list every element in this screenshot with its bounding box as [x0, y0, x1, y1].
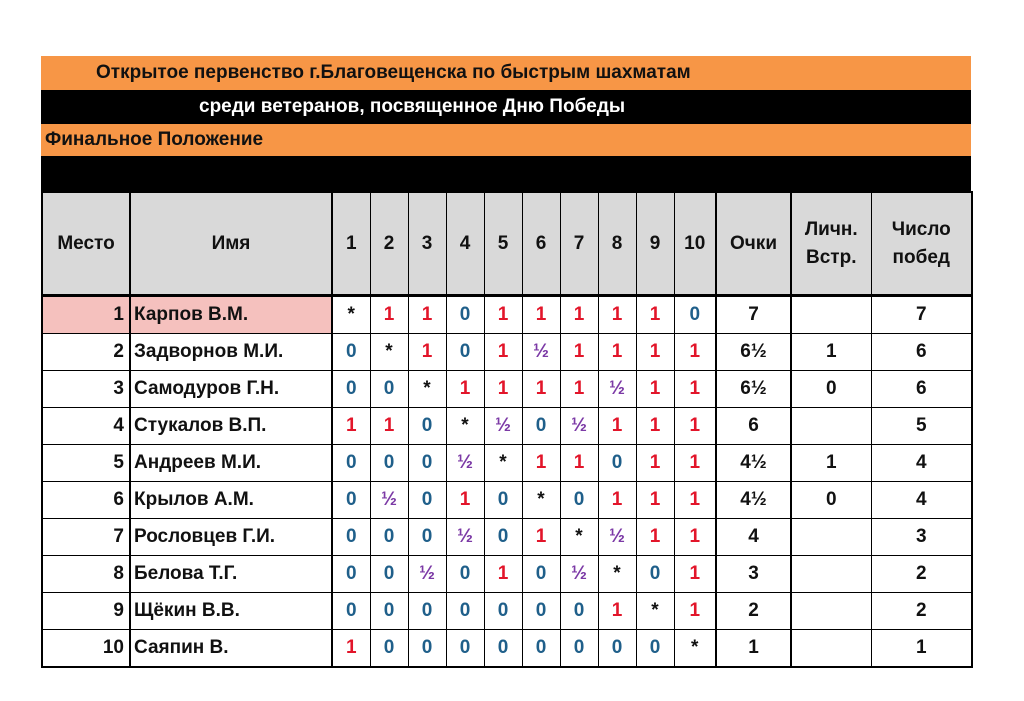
wins-cell: 6: [871, 334, 972, 371]
result-cell: ½: [560, 556, 598, 593]
result-cell: 0: [408, 630, 446, 668]
points-cell: 2: [716, 593, 791, 630]
place-cell: 9: [42, 593, 130, 630]
standings-body: [42, 296, 972, 668]
player-name-cell: Крылов А.М.: [130, 482, 332, 519]
result-cell: 0: [446, 630, 484, 668]
result-cell: 0: [560, 593, 598, 630]
result-cell: 0: [408, 408, 446, 445]
result-cell: 1: [370, 408, 408, 445]
result-cell: ½: [560, 408, 598, 445]
wins-cell: 7: [871, 296, 972, 334]
result-cell: 1: [598, 334, 636, 371]
place-cell: 1: [42, 296, 130, 334]
wins-cell: 1: [871, 630, 972, 668]
result-cell: ½: [446, 445, 484, 482]
header-round: 9: [636, 192, 674, 296]
wins-cell: 6: [871, 371, 972, 408]
result-cell: 0: [522, 593, 560, 630]
result-cell: 1: [408, 296, 446, 334]
place-cell: 7: [42, 519, 130, 556]
personal-cell: [791, 593, 871, 630]
header-round: 8: [598, 192, 636, 296]
result-cell: 1: [636, 334, 674, 371]
personal-cell: 1: [791, 334, 871, 371]
result-cell: 1: [332, 408, 370, 445]
result-cell: 1: [446, 482, 484, 519]
title-band: [41, 56, 971, 90]
result-cell: 0: [370, 556, 408, 593]
player-name-cell: Белова Т.Г.: [130, 556, 332, 593]
table-row: [42, 371, 972, 408]
result-cell: *: [370, 334, 408, 371]
result-cell: 1: [598, 408, 636, 445]
result-cell: *: [522, 482, 560, 519]
player-name-cell: Рословцев Г.И.: [130, 519, 332, 556]
table-row: [42, 519, 972, 556]
wins-cell: 4: [871, 482, 972, 519]
result-cell: 1: [674, 371, 716, 408]
points-cell: 4½: [716, 445, 791, 482]
result-cell: 0: [408, 445, 446, 482]
result-cell: 1: [598, 296, 636, 334]
result-cell: ½: [370, 482, 408, 519]
result-cell: 0: [446, 556, 484, 593]
result-cell: 0: [370, 630, 408, 668]
result-cell: *: [674, 630, 716, 668]
table-row: [42, 630, 972, 668]
header-personal: Личн. Встр.: [791, 192, 871, 296]
place-cell: 10: [42, 630, 130, 668]
result-cell: 1: [674, 334, 716, 371]
header-round: 10: [674, 192, 716, 296]
points-cell: 4½: [716, 482, 791, 519]
points-cell: 7: [716, 296, 791, 334]
result-cell: 0: [484, 630, 522, 668]
result-cell: 0: [370, 371, 408, 408]
tournament-title: Открытое первенство г.Благовещенска по быстрым шахматам: [96, 62, 691, 83]
result-cell: 1: [332, 630, 370, 668]
result-cell: 1: [484, 556, 522, 593]
result-cell: 0: [598, 445, 636, 482]
result-cell: *: [446, 408, 484, 445]
table-row: [42, 556, 972, 593]
result-cell: 0: [674, 296, 716, 334]
result-cell: 1: [636, 482, 674, 519]
result-cell: ½: [598, 519, 636, 556]
result-cell: 1: [674, 445, 716, 482]
wins-cell: 3: [871, 519, 972, 556]
result-cell: 0: [560, 482, 598, 519]
player-name-cell: Щёкин В.В.: [130, 593, 332, 630]
result-cell: 1: [522, 519, 560, 556]
place-cell: 2: [42, 334, 130, 371]
result-cell: 1: [674, 408, 716, 445]
header-row: [42, 192, 972, 296]
result-cell: 0: [408, 593, 446, 630]
result-cell: 1: [370, 296, 408, 334]
table-row: [42, 445, 972, 482]
result-cell: 0: [446, 593, 484, 630]
result-cell: 1: [598, 593, 636, 630]
result-cell: 0: [332, 482, 370, 519]
wins-cell: 5: [871, 408, 972, 445]
result-cell: 0: [484, 482, 522, 519]
points-cell: 3: [716, 556, 791, 593]
points-cell: 6½: [716, 334, 791, 371]
result-cell: *: [560, 519, 598, 556]
personal-cell: [791, 630, 871, 668]
crosstable: [41, 191, 973, 668]
table-row: [42, 593, 972, 630]
result-cell: 0: [332, 371, 370, 408]
points-cell: 6½: [716, 371, 791, 408]
place-cell: 6: [42, 482, 130, 519]
result-cell: *: [332, 296, 370, 334]
points-cell: 6: [716, 408, 791, 445]
result-cell: 1: [560, 445, 598, 482]
result-cell: 0: [408, 482, 446, 519]
player-name-cell: Самодуров Г.Н.: [130, 371, 332, 408]
result-cell: 0: [332, 593, 370, 630]
header-round: 3: [408, 192, 446, 296]
result-cell: 0: [484, 593, 522, 630]
result-cell: 1: [522, 296, 560, 334]
personal-cell: 0: [791, 371, 871, 408]
result-cell: 1: [674, 593, 716, 630]
section-title: Финальное Положение: [45, 129, 264, 150]
result-cell: 0: [522, 630, 560, 668]
header-place: Место: [42, 192, 130, 296]
result-cell: 0: [370, 445, 408, 482]
personal-cell: [791, 556, 871, 593]
result-cell: 1: [408, 334, 446, 371]
player-name-cell: Стукалов В.П.: [130, 408, 332, 445]
player-name-cell: Андреев М.И.: [130, 445, 332, 482]
header-wins: Число побед: [871, 192, 972, 296]
place-cell: 5: [42, 445, 130, 482]
place-cell: 3: [42, 371, 130, 408]
player-name-cell: Карпов В.М.: [130, 296, 332, 334]
result-cell: 0: [636, 630, 674, 668]
result-cell: 1: [636, 296, 674, 334]
result-cell: 0: [332, 334, 370, 371]
personal-cell: [791, 408, 871, 445]
result-cell: 1: [560, 296, 598, 334]
header-round: 1: [332, 192, 370, 296]
result-cell: 1: [484, 371, 522, 408]
personal-cell: [791, 519, 871, 556]
result-cell: 0: [446, 334, 484, 371]
result-cell: 0: [408, 519, 446, 556]
result-cell: ½: [484, 408, 522, 445]
result-cell: 1: [598, 482, 636, 519]
result-cell: 0: [332, 556, 370, 593]
result-cell: 0: [636, 556, 674, 593]
result-cell: 1: [484, 334, 522, 371]
header-name: Имя: [130, 192, 332, 296]
wins-cell: 2: [871, 593, 972, 630]
wins-cell: 4: [871, 445, 972, 482]
header-points: Очки: [716, 192, 791, 296]
result-cell: 0: [370, 593, 408, 630]
result-cell: 1: [636, 408, 674, 445]
result-cell: 0: [332, 445, 370, 482]
result-cell: 0: [484, 519, 522, 556]
header-round: 2: [370, 192, 408, 296]
result-cell: 1: [484, 296, 522, 334]
result-cell: *: [408, 371, 446, 408]
header-round: 6: [522, 192, 560, 296]
personal-cell: 1: [791, 445, 871, 482]
result-cell: 1: [636, 445, 674, 482]
result-cell: 0: [522, 556, 560, 593]
empty-black-band: [41, 156, 971, 191]
result-cell: 0: [522, 408, 560, 445]
result-cell: 0: [598, 630, 636, 668]
result-cell: 1: [636, 371, 674, 408]
result-cell: 1: [560, 371, 598, 408]
result-cell: 1: [522, 371, 560, 408]
table-row: [42, 408, 972, 445]
result-cell: 0: [332, 519, 370, 556]
points-cell: 4: [716, 519, 791, 556]
header-round: 5: [484, 192, 522, 296]
wins-cell: 2: [871, 556, 972, 593]
result-cell: ½: [408, 556, 446, 593]
result-cell: 1: [674, 556, 716, 593]
result-cell: 1: [446, 371, 484, 408]
subtitle-band: [41, 90, 971, 124]
table-row: [42, 482, 972, 519]
result-cell: 1: [674, 482, 716, 519]
personal-cell: 0: [791, 482, 871, 519]
points-cell: 1: [716, 630, 791, 668]
result-cell: *: [598, 556, 636, 593]
result-cell: ½: [522, 334, 560, 371]
table-row: [42, 296, 972, 334]
place-cell: 8: [42, 556, 130, 593]
standings-sheet: [41, 56, 971, 668]
personal-cell: [791, 296, 871, 334]
place-cell: 4: [42, 408, 130, 445]
player-name-cell: Саяпин В.: [130, 630, 332, 668]
result-cell: ½: [598, 371, 636, 408]
result-cell: 0: [446, 296, 484, 334]
result-cell: 1: [560, 334, 598, 371]
tournament-subtitle: среди ветеранов, посвященное Дню Победы: [199, 96, 626, 117]
result-cell: 1: [636, 519, 674, 556]
result-cell: *: [484, 445, 522, 482]
section-band: [41, 124, 971, 156]
player-name-cell: Задворнов М.И.: [130, 334, 332, 371]
result-cell: 0: [560, 630, 598, 668]
header-round: 4: [446, 192, 484, 296]
result-cell: 1: [522, 445, 560, 482]
table-row: [42, 334, 972, 371]
header-round: 7: [560, 192, 598, 296]
result-cell: *: [636, 593, 674, 630]
result-cell: 0: [370, 519, 408, 556]
result-cell: ½: [446, 519, 484, 556]
result-cell: 1: [674, 519, 716, 556]
